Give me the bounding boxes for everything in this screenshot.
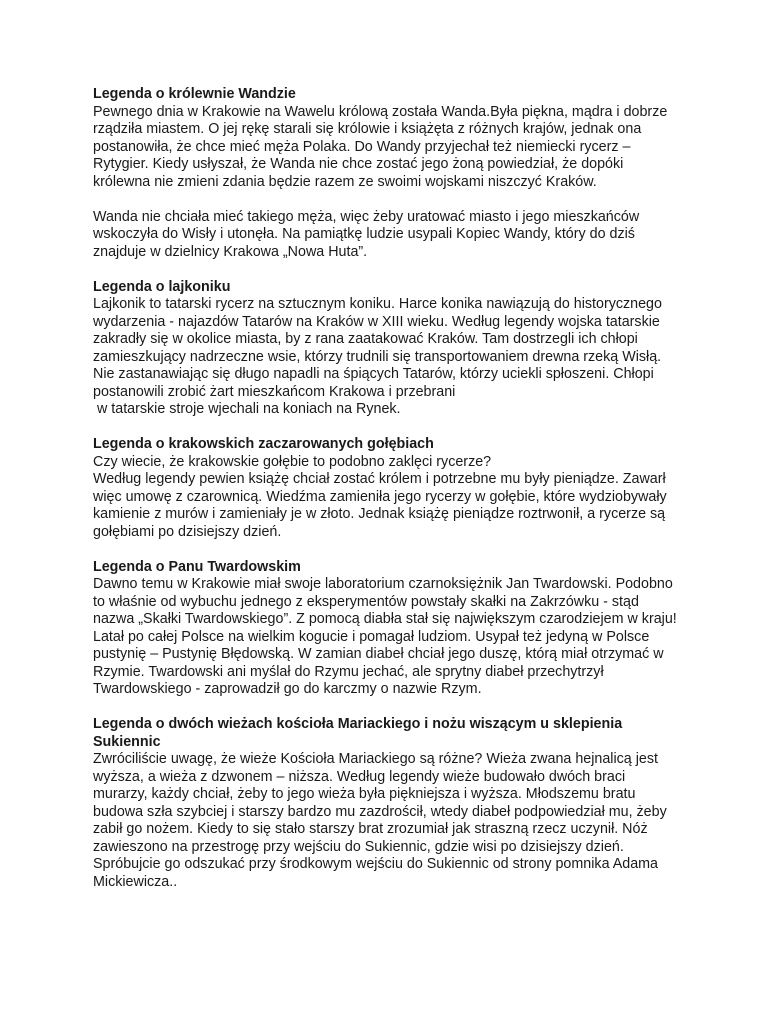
section-heading-line: Sukiennic	[93, 733, 161, 750]
text-line: Dawno temu w Krakowie miał swoje laboratorium czarnoksiężnik Jan Twardowski. Podobno	[93, 576, 673, 592]
paragraph	[93, 104, 683, 192]
text-line: Pewnego dnia w Krakowie na Wawelu królową została Wanda.Była piękna, mądra i dobrze	[93, 103, 668, 120]
section-heading	[93, 716, 683, 751]
text-line: gołębiami po dzisiejszy dzień.	[93, 523, 282, 540]
text-line: to właśnie od wybuchu jednego z eksperymentów powstały skałki na Zakrzówku - stąd	[93, 593, 639, 610]
text-line: Zwróciliście uwagę, że wieże Kościoła Mariackiego są różne? Wieża zwana hejnalicą jest	[93, 751, 658, 767]
text-line: murarzy, każdy chciał, żeby to jego wieża była piękniejsza i wyższa. Młodszemu bratu	[93, 786, 636, 802]
paragraph	[93, 576, 683, 699]
text-line: Mickiewicza..	[93, 873, 178, 890]
text-line: budowa szła szybciej i starszy bardzo mu zazdrościł, wtedy diabeł podpowiedział mu, żeby	[93, 803, 667, 820]
text-line: Rytygier. Kiedy usłyszał, że Wanda nie chce zostać jego żoną powiedział, że dopóki	[93, 156, 624, 172]
text-line: rządziła miastem. O jej rękę starali się królowie i książęta z różnych krajów, jednak ona	[93, 121, 642, 137]
paragraph	[93, 296, 683, 419]
text-line: pustynię – Pustynię Błędowską. W zamian diabeł chciał jego duszę, którą miał otrzymać w	[93, 646, 664, 662]
text-line: zamieszkujący nadrzeczne wsie, którzy trudnili się transportowaniem drewna rzeką Wisłą.	[93, 348, 662, 365]
text-line: wydarzenia - najazdów Tatarów na Kraków w XIII wieku. Według legendy wojska tatarskie	[93, 313, 660, 330]
text-line: postanowiła, że chce mieć męża Polaka. Do Wandy przyjechał też niemiecki rycerz –	[93, 138, 631, 155]
section-heading: Legenda o lajkoniku	[93, 278, 231, 295]
legend-section-twardowski	[93, 559, 683, 699]
text-line: Wanda nie chciała mieć takiego męża, więc żeby uratować miasto i jego mieszkańców	[93, 208, 640, 225]
text-line: znajduje w dzielnicy Krakowa „Nowa Huta”.	[93, 243, 368, 260]
text-line: Według legendy pewien książę chciał zostać królem i potrzebne mu były pieniądze. Zawarł	[93, 471, 666, 487]
text-line: Rzymie. Twardowski ani myślał do Rzymu jechać, ale sprytny diabeł przechytrzył	[93, 663, 604, 680]
text-line: wyższa, a wieża z dzwonem – niższa. Według legendy wieże budowało dwóch braci	[93, 768, 626, 785]
text-line: Spróbujcie go odszukać przy środkowym wejściu do Sukiennic od strony pomnika Adama	[93, 856, 659, 872]
text-line: wskoczyła do Wisły i utonęła. Na pamiątkę ludzie usypali Kopiec Wandy, który do dziś	[93, 226, 635, 242]
paragraph	[93, 454, 683, 542]
text-line: w tatarskie stroje wjechali na koniach na Rynek.	[93, 401, 401, 417]
paragraph	[93, 751, 683, 891]
text-line: Czy wiecie, że krakowskie gołębie to podobno zaklęci rycerze?	[93, 453, 492, 470]
text-line: kamienie z murów i zamieniały je w złoto. Jednak książę pieniądze roztrwonił, a rycerze są	[93, 506, 666, 522]
paragraph	[93, 209, 683, 262]
text-line: Latał po całej Polsce na wielkim kogucie i pomagał ludziom. Usypał też jedyną w Polsce	[93, 628, 650, 645]
text-line: więc umowę z czarownicą. Wiedźma zamieniła jego rycerzy w gołębie, które wydziobywały	[93, 488, 667, 505]
section-heading: Legenda o Panu Twardowskim	[93, 558, 301, 575]
text-line: zabił go nożem. Kiedy to się stało starszy brat zrozumiał jak straszną rzecz uczynił. Nóż	[93, 821, 648, 837]
document-body	[93, 86, 683, 909]
text-line: zakradły się w okolice miasta, by z rana zaatakować Kraków. Tam dostrzegli ich chłopi	[93, 331, 638, 347]
text-line: nazwa „Skałki Twardowskiego”. Z pomocą diabła stał się największym czarodziejem w kraju!	[93, 611, 677, 627]
text-line: Nie zastanawiając się długo napadli na śpiących Tatarów, którzy uciekli spłoszeni. Chłopi	[93, 366, 654, 382]
section-heading-line: Legenda o dwóch wieżach kościoła Mariackiego i nożu wiszącym u sklepienia	[93, 716, 623, 732]
legend-section-wanda	[93, 86, 683, 261]
text-line: zawieszono na przestrogę przy wejściu do Sukiennic, gdzie wisi po dzisiejszy dzień.	[93, 838, 624, 855]
text-line: postanowili zrobić żart mieszkańcom Krakowa i przebrani	[93, 383, 456, 400]
legend-section-pigeons	[93, 436, 683, 541]
text-line: Lajkonik to tatarski rycerz na sztucznym koniku. Harce konika nawiązują do historycznego	[93, 296, 662, 312]
text-line: Twardowskiego - zaprowadził go do karczmy o nazwie Rzym.	[93, 681, 482, 697]
legend-section-mariacki-towers	[93, 716, 683, 891]
paragraph-spacer	[93, 191, 683, 209]
text-line: królewna nie zmieni zdania będzie razem ze swoimi wojskami niszczyć Kraków.	[93, 173, 597, 190]
section-heading: Legenda o krakowskich zaczarowanych gołębiach	[93, 436, 434, 452]
section-heading: Legenda o królewnie Wandzie	[93, 86, 296, 102]
legend-section-lajkonik	[93, 279, 683, 419]
